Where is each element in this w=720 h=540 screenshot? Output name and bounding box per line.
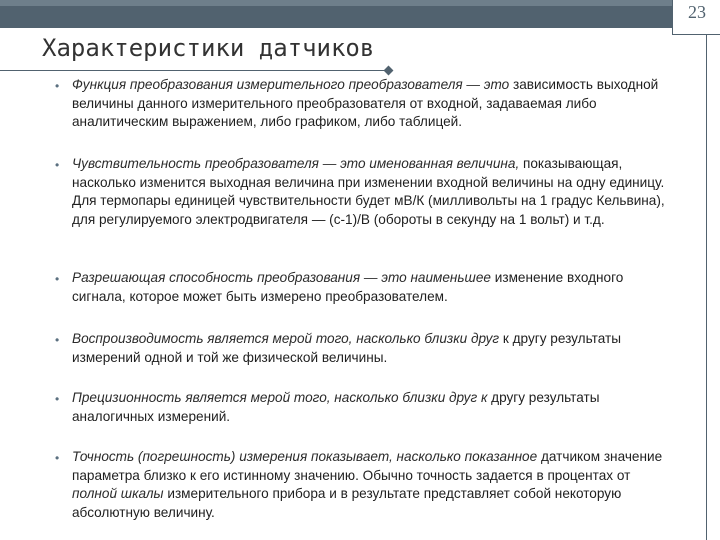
definition: к другу результаты измерений одной и той же физической величины.	[72, 331, 621, 365]
term-dash: — это именованная величина,	[318, 156, 520, 171]
slide-number: 23	[688, 2, 706, 22]
definition: показывающая, насколько изменится выходная величина при изменении входной величины на одну единицу. Для термопары единицей чувствительности будет мВ/К (милливольты на 1 градус Кельвина), для регулируемого электродвигателя — (с-1)/В (обороты в секунду на 1 вольт) и т.д.	[72, 156, 665, 227]
term: Точность (погрешность)	[72, 449, 236, 464]
bullet-marker: •	[55, 392, 60, 406]
bullet-text	[72, 76, 672, 132]
term-dash: является мерой того, насколько близки друг к	[181, 390, 488, 405]
term-dash: — это наименьшее	[360, 270, 491, 285]
definition: измерительного прибора и в результате представляет собой некоторую абсолютную величину.	[72, 486, 622, 520]
bullet-text	[72, 155, 672, 229]
term: Чувствительность преобразователя	[72, 156, 319, 171]
definition: изменение входного сигнала, которое может быть измерено преобразователем.	[72, 270, 624, 304]
bullet-text	[72, 330, 672, 367]
term-dash: является мерой того, насколько близки друг	[203, 331, 500, 346]
term: Воспроизводимость	[72, 331, 204, 346]
top-band	[0, 0, 720, 28]
bullet-text	[72, 389, 672, 426]
term-dash: измерения показывает, насколько показанное	[235, 449, 538, 464]
term: Прецизионность	[72, 390, 182, 405]
title-rule-end	[384, 66, 394, 76]
right-rule	[706, 34, 707, 540]
page-title: Характеристики датчиков	[42, 34, 375, 62]
term: Функция преобразования измерительного преобразователя	[72, 77, 463, 92]
term: полной шкалы	[72, 486, 164, 501]
bullet-text	[72, 269, 672, 306]
definition: зависимость выходной величины данного измерительного преобразователя от входной, задаваемая либо аналитическим выражением, либо графиком, либо таблицей.	[72, 77, 659, 129]
definition: датчиком значение параметра близко к его истинному значению. Обычно точность задается в процентах от	[72, 449, 663, 483]
title-rule	[0, 70, 388, 71]
term: Разрешающая способность преобразования	[72, 270, 361, 285]
term-dash: — это	[462, 77, 510, 92]
bullet-marker: •	[55, 158, 60, 172]
definition: другу результаты аналогичных измерений.	[72, 390, 600, 424]
bullet-text	[72, 448, 672, 522]
bullet-marker: •	[55, 333, 60, 347]
bullet-marker: •	[55, 272, 60, 286]
bullet-marker: •	[55, 451, 60, 465]
bullet-marker: •	[55, 79, 60, 93]
slide-number-box	[672, 0, 720, 35]
top-band-strip	[0, 0, 720, 6]
